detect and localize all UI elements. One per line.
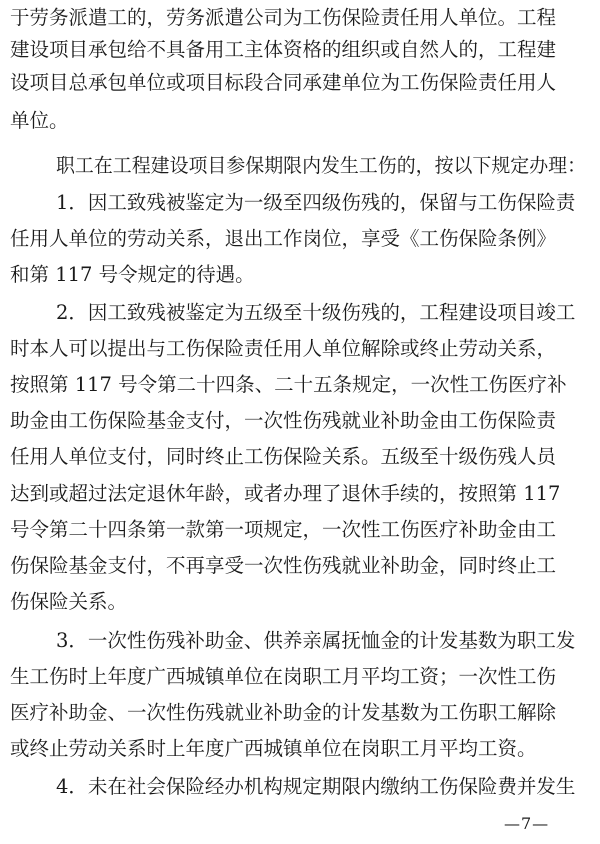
text-line: 设项目总承包单位或项目标段合同承建单位为工伤保险责任用人 [10, 71, 557, 94]
text-line: 建设项目承包给不具备用工主体资格的组织或自然人的，工程建 [10, 38, 557, 61]
text-line: 达到或超过法定退休年龄，或者办理了退休手续的，按照第 117 [10, 482, 561, 505]
text-line: 按照第 117 号令第二十四条、二十五条规定，一次性工伤医疗补 [10, 373, 567, 396]
text-line: 1．因工致残被鉴定为一级至四级伤残的，保留与工伤保险责 [56, 191, 576, 214]
text-line: 医疗补助金、一次性伤残就业补助金的计发基数为工伤职工解除 [10, 701, 557, 724]
text-line: 2．因工致残被鉴定为五级至十级伤残的，工程建设项目竣工 [56, 301, 576, 324]
text-line: 助金由工伤保险基金支付，一次性伤残就业补助金由工伤保险责 [10, 409, 557, 432]
text-line: 或终止劳动关系时上年度广西城镇单位在岗职工月平均工资。 [10, 737, 537, 760]
text-line: 和第 117 号令规定的待遇。 [10, 263, 255, 286]
text-line: 号令第二十四条第一款第一项规定，一次性工伤医疗补助金由工 [10, 518, 557, 541]
text-line: 生工伤时上年度广西城镇单位在岗职工月平均工资；一次性工伤 [10, 665, 557, 688]
page-number: —7— [504, 814, 550, 833]
text-line: 4．未在社会保险经办机构规定期限内缴纳工伤保险费并发生 [56, 775, 576, 798]
text-line: 伤保险基金支付，不再享受一次性伤残就业补助金，同时终止工 [10, 554, 557, 577]
text-line: 3．一次性伤残补助金、供养亲属抚恤金的计发基数为职工发 [56, 629, 576, 652]
text-line: 于劳务派遣工的，劳务派遣公司为工伤保险责任用人单位。工程 [10, 6, 557, 29]
text-line: 任用人单位的劳动关系，退出工作岗位，享受《工伤保险条例》 [10, 227, 557, 250]
text-line: 单位。 [10, 109, 69, 132]
text-line: 任用人单位支付，同时终止工伤保险关系。五级至十级伤残人员 [10, 445, 557, 468]
text-line: 时本人可以提出与工伤保险责任用人单位解除或终止劳动关系， [10, 337, 557, 360]
text-line: 职工在工程建设项目参保期限内发生工伤的，按以下规定办理： [56, 154, 587, 177]
text-line: 伤保险关系。 [10, 590, 128, 613]
